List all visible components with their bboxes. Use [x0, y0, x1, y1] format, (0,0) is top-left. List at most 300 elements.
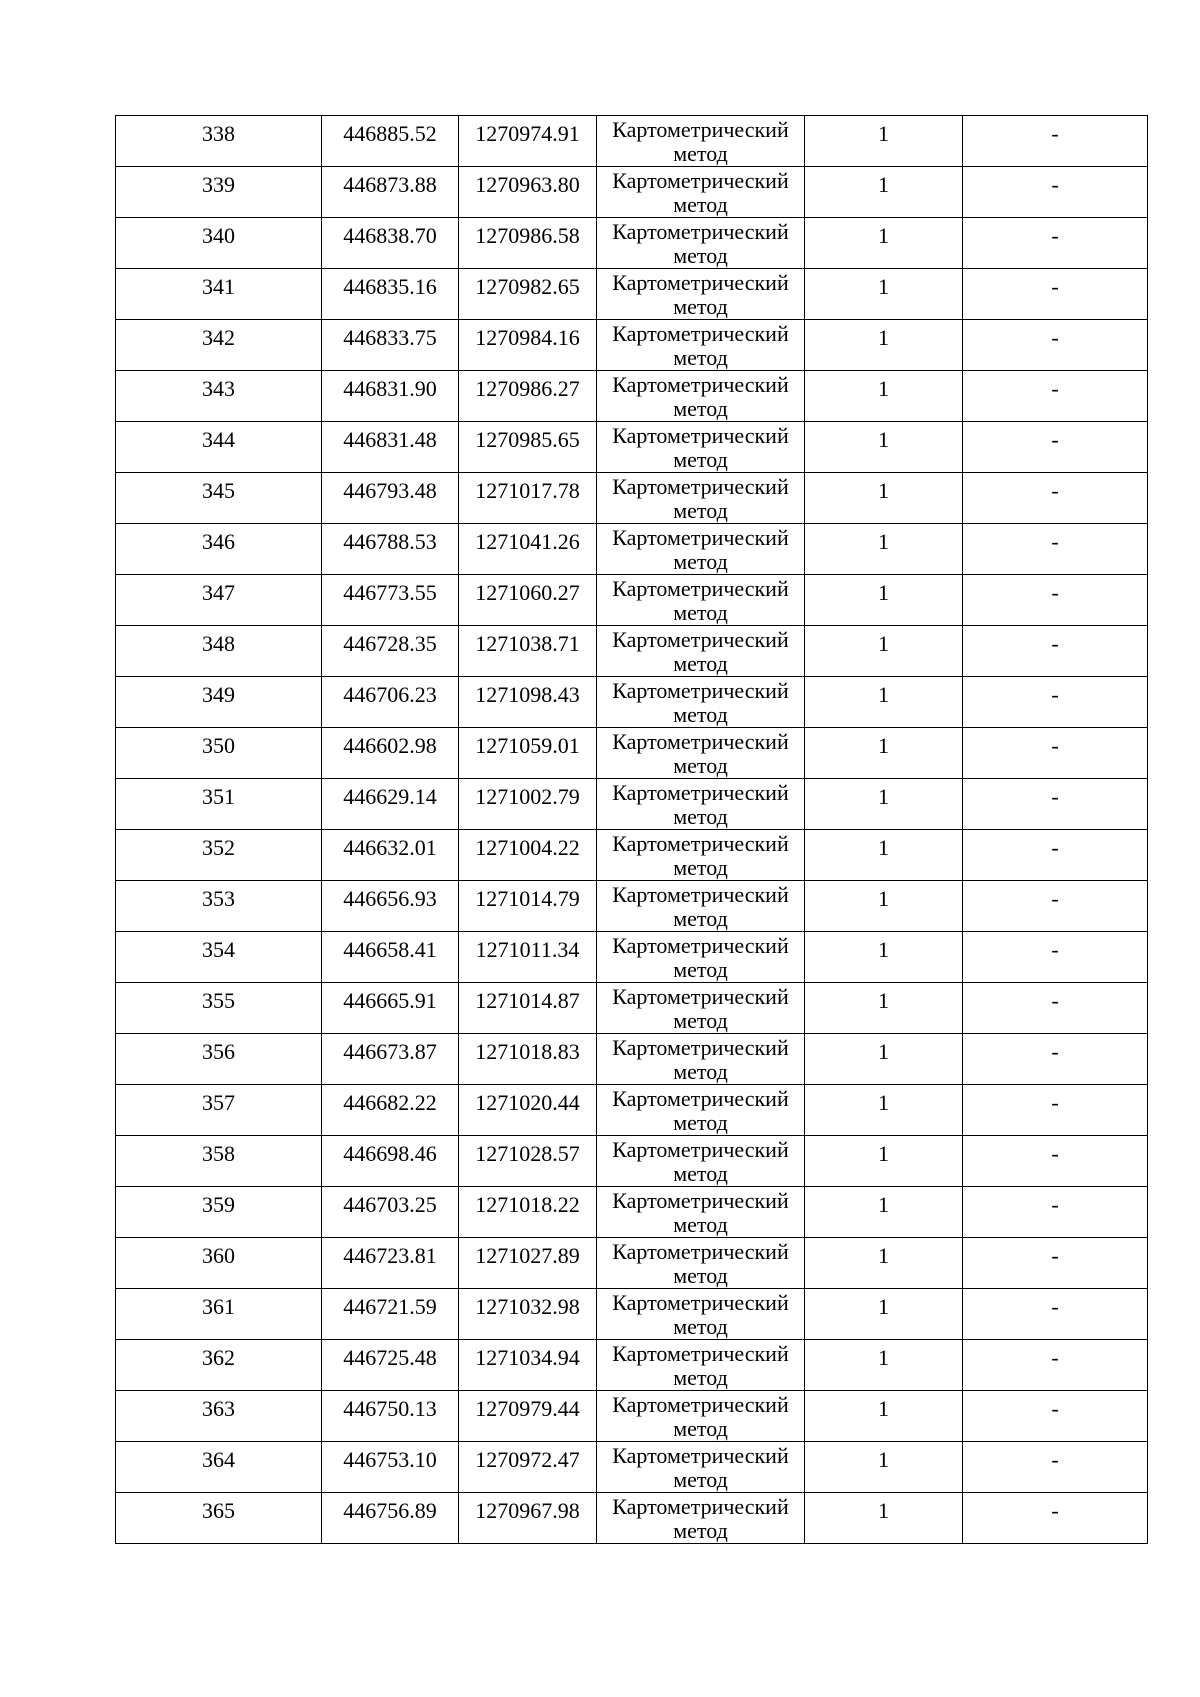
- x-coordinate-cell-text: 446728.35: [343, 631, 437, 656]
- table-row: [116, 524, 1148, 575]
- table-row: [116, 1391, 1148, 1442]
- x-coordinate-cell-text: 446673.87: [343, 1039, 437, 1064]
- note-cell: [963, 626, 1148, 677]
- y-coordinate-cell-text: 1271060.27: [475, 580, 580, 605]
- point-number-cell: [116, 1289, 322, 1340]
- accuracy-cell-text: 1: [878, 376, 889, 401]
- y-coordinate-cell: [459, 371, 597, 422]
- point-number-cell: [116, 1340, 322, 1391]
- x-coordinate-cell: [322, 1034, 459, 1085]
- method-cell-text: Картометрический метод: [612, 780, 789, 829]
- note-cell: [963, 1493, 1148, 1544]
- accuracy-cell: [805, 1340, 963, 1391]
- accuracy-cell-text: 1: [878, 121, 889, 146]
- x-coordinate-cell: [322, 830, 459, 881]
- method-cell-text: Картометрический метод: [612, 321, 789, 370]
- table-row: [116, 1289, 1148, 1340]
- y-coordinate-cell-text: 1270967.98: [475, 1498, 580, 1523]
- accuracy-cell: [805, 1085, 963, 1136]
- point-number-cell: [116, 677, 322, 728]
- x-coordinate-cell-text: 446658.41: [343, 937, 437, 962]
- y-coordinate-cell: [459, 1034, 597, 1085]
- point-number-cell-text: 345: [202, 478, 235, 503]
- table-row: [116, 473, 1148, 524]
- accuracy-cell: [805, 1136, 963, 1187]
- note-cell-text: -: [1051, 631, 1059, 656]
- accuracy-cell: [805, 524, 963, 575]
- note-cell: [963, 1289, 1148, 1340]
- y-coordinate-cell-text: 1270985.65: [475, 427, 580, 452]
- x-coordinate-cell-text: 446682.22: [343, 1090, 437, 1115]
- point-number-cell-text: 338: [202, 121, 235, 146]
- x-coordinate-cell: [322, 473, 459, 524]
- x-coordinate-cell-text: 446706.23: [343, 682, 437, 707]
- note-cell: [963, 473, 1148, 524]
- note-cell: [963, 1391, 1148, 1442]
- point-number-cell: [116, 167, 322, 218]
- table-row: [116, 1136, 1148, 1187]
- point-number-cell-text: 356: [202, 1039, 235, 1064]
- y-coordinate-cell: [459, 1289, 597, 1340]
- method-cell-text: Картометрический метод: [612, 168, 789, 217]
- accuracy-cell-text: 1: [878, 1090, 889, 1115]
- x-coordinate-cell: [322, 422, 459, 473]
- x-coordinate-cell-text: 446756.89: [343, 1498, 437, 1523]
- accuracy-cell-text: 1: [878, 478, 889, 503]
- method-cell-text: Картометрический метод: [612, 1239, 789, 1288]
- note-cell: [963, 1187, 1148, 1238]
- y-coordinate-cell: [459, 473, 597, 524]
- y-coordinate-cell-text: 1271017.78: [475, 478, 580, 503]
- y-coordinate-cell: [459, 218, 597, 269]
- method-cell-text: Картометрический метод: [612, 117, 789, 166]
- x-coordinate-cell-text: 446831.48: [343, 427, 437, 452]
- y-coordinate-cell: [459, 1493, 597, 1544]
- note-cell-text: -: [1051, 1447, 1059, 1472]
- note-cell-text: -: [1051, 682, 1059, 707]
- x-coordinate-cell: [322, 575, 459, 626]
- accuracy-cell: [805, 779, 963, 830]
- x-coordinate-cell: [322, 1289, 459, 1340]
- point-number-cell-text: 355: [202, 988, 235, 1013]
- table-row: [116, 1340, 1148, 1391]
- accuracy-cell-text: 1: [878, 1396, 889, 1421]
- point-number-cell: [116, 1442, 322, 1493]
- point-number-cell-text: 365: [202, 1498, 235, 1523]
- note-cell-text: -: [1051, 529, 1059, 554]
- point-number-cell: [116, 371, 322, 422]
- method-cell-text: Картометрический метод: [612, 372, 789, 421]
- accuracy-cell: [805, 1187, 963, 1238]
- method-cell-text: Картометрический метод: [612, 1290, 789, 1339]
- x-coordinate-cell: [322, 1136, 459, 1187]
- y-coordinate-cell-text: 1271059.01: [475, 733, 580, 758]
- y-coordinate-cell: [459, 932, 597, 983]
- table-row: [116, 932, 1148, 983]
- accuracy-cell-text: 1: [878, 1039, 889, 1064]
- note-cell: [963, 116, 1148, 167]
- x-coordinate-cell: [322, 779, 459, 830]
- accuracy-cell: [805, 218, 963, 269]
- method-cell: [597, 1493, 805, 1544]
- point-number-cell-text: 363: [202, 1396, 235, 1421]
- point-number-cell-text: 346: [202, 529, 235, 554]
- note-cell: [963, 1136, 1148, 1187]
- method-cell: [597, 728, 805, 779]
- accuracy-cell: [805, 728, 963, 779]
- point-number-cell: [116, 1238, 322, 1289]
- table-row: [116, 116, 1148, 167]
- table-row: [116, 983, 1148, 1034]
- note-cell: [963, 983, 1148, 1034]
- table-row: [116, 422, 1148, 473]
- point-number-cell: [116, 1391, 322, 1442]
- y-coordinate-cell: [459, 422, 597, 473]
- accuracy-cell: [805, 575, 963, 626]
- accuracy-cell: [805, 1034, 963, 1085]
- point-number-cell-text: 350: [202, 733, 235, 758]
- x-coordinate-cell: [322, 116, 459, 167]
- point-number-cell: [116, 320, 322, 371]
- x-coordinate-cell: [322, 1187, 459, 1238]
- method-cell: [597, 473, 805, 524]
- y-coordinate-cell: [459, 320, 597, 371]
- y-coordinate-cell-text: 1270982.65: [475, 274, 580, 299]
- accuracy-cell: [805, 320, 963, 371]
- y-coordinate-cell-text: 1271011.34: [475, 937, 580, 962]
- method-cell: [597, 371, 805, 422]
- note-cell: [963, 881, 1148, 932]
- x-coordinate-cell: [322, 1493, 459, 1544]
- table-row: [116, 1034, 1148, 1085]
- note-cell: [963, 1085, 1148, 1136]
- point-number-cell: [116, 1085, 322, 1136]
- method-cell: [597, 167, 805, 218]
- method-cell-text: Картометрический метод: [612, 984, 789, 1033]
- y-coordinate-cell: [459, 167, 597, 218]
- note-cell-text: -: [1051, 1396, 1059, 1421]
- method-cell-text: Картометрический метод: [612, 525, 789, 574]
- accuracy-cell: [805, 269, 963, 320]
- point-number-cell-text: 349: [202, 682, 235, 707]
- x-coordinate-cell-text: 446793.48: [343, 478, 437, 503]
- method-cell: [597, 1034, 805, 1085]
- y-coordinate-cell-text: 1270974.91: [475, 121, 580, 146]
- table-row: [116, 881, 1148, 932]
- x-coordinate-cell-text: 446885.52: [343, 121, 437, 146]
- point-number-cell-text: 364: [202, 1447, 235, 1472]
- y-coordinate-cell-text: 1270986.58: [475, 223, 580, 248]
- y-coordinate-cell: [459, 1085, 597, 1136]
- method-cell-text: Картометрический метод: [612, 831, 789, 880]
- accuracy-cell: [805, 677, 963, 728]
- point-number-cell-text: 354: [202, 937, 235, 962]
- x-coordinate-cell-text: 446773.55: [343, 580, 437, 605]
- accuracy-cell-text: 1: [878, 172, 889, 197]
- point-number-cell: [116, 473, 322, 524]
- note-cell-text: -: [1051, 376, 1059, 401]
- y-coordinate-cell-text: 1271038.71: [475, 631, 580, 656]
- x-coordinate-cell: [322, 626, 459, 677]
- note-cell-text: -: [1051, 784, 1059, 809]
- accuracy-cell: [805, 1442, 963, 1493]
- y-coordinate-cell-text: 1271032.98: [475, 1294, 580, 1319]
- y-coordinate-cell: [459, 779, 597, 830]
- table-row: [116, 1238, 1148, 1289]
- method-cell: [597, 575, 805, 626]
- note-cell-text: -: [1051, 121, 1059, 146]
- note-cell-text: -: [1051, 1294, 1059, 1319]
- note-cell-text: -: [1051, 427, 1059, 452]
- accuracy-cell-text: 1: [878, 1498, 889, 1523]
- x-coordinate-cell-text: 446835.16: [343, 274, 437, 299]
- point-number-cell: [116, 1493, 322, 1544]
- note-cell-text: -: [1051, 478, 1059, 503]
- method-cell: [597, 626, 805, 677]
- method-cell-text: Картометрический метод: [612, 219, 789, 268]
- method-cell: [597, 830, 805, 881]
- table-row: [116, 575, 1148, 626]
- method-cell: [597, 1442, 805, 1493]
- y-coordinate-cell: [459, 728, 597, 779]
- table-row: [116, 626, 1148, 677]
- method-cell-text: Картометрический метод: [612, 627, 789, 676]
- accuracy-cell: [805, 881, 963, 932]
- point-number-cell-text: 339: [202, 172, 235, 197]
- y-coordinate-cell-text: 1271098.43: [475, 682, 580, 707]
- coordinates-table: [115, 115, 1148, 1544]
- point-number-cell-text: 359: [202, 1192, 235, 1217]
- x-coordinate-cell: [322, 320, 459, 371]
- note-cell: [963, 830, 1148, 881]
- x-coordinate-cell-text: 446703.25: [343, 1192, 437, 1217]
- note-cell-text: -: [1051, 172, 1059, 197]
- point-number-cell-text: 343: [202, 376, 235, 401]
- x-coordinate-cell-text: 446665.91: [343, 988, 437, 1013]
- accuracy-cell-text: 1: [878, 529, 889, 554]
- point-number-cell-text: 344: [202, 427, 235, 452]
- accuracy-cell-text: 1: [878, 325, 889, 350]
- y-coordinate-cell: [459, 677, 597, 728]
- accuracy-cell-text: 1: [878, 886, 889, 911]
- point-number-cell: [116, 524, 322, 575]
- table-row: [116, 1187, 1148, 1238]
- point-number-cell-text: 341: [202, 274, 235, 299]
- note-cell: [963, 1442, 1148, 1493]
- note-cell-text: -: [1051, 1090, 1059, 1115]
- x-coordinate-cell-text: 446721.59: [343, 1294, 437, 1319]
- x-coordinate-cell: [322, 932, 459, 983]
- note-cell: [963, 371, 1148, 422]
- method-cell-text: Картометрический метод: [612, 933, 789, 982]
- accuracy-cell: [805, 983, 963, 1034]
- note-cell: [963, 524, 1148, 575]
- accuracy-cell-text: 1: [878, 784, 889, 809]
- note-cell-text: -: [1051, 274, 1059, 299]
- note-cell: [963, 1238, 1148, 1289]
- x-coordinate-cell-text: 446833.75: [343, 325, 437, 350]
- point-number-cell-text: 351: [202, 784, 235, 809]
- x-coordinate-cell-text: 446629.14: [343, 784, 437, 809]
- table-row: [116, 728, 1148, 779]
- accuracy-cell-text: 1: [878, 580, 889, 605]
- y-coordinate-cell-text: 1271020.44: [475, 1090, 580, 1115]
- accuracy-cell: [805, 1238, 963, 1289]
- x-coordinate-cell: [322, 1391, 459, 1442]
- y-coordinate-cell-text: 1271014.79: [475, 886, 580, 911]
- accuracy-cell: [805, 1493, 963, 1544]
- method-cell-text: Картометрический метод: [612, 678, 789, 727]
- point-number-cell: [116, 983, 322, 1034]
- method-cell: [597, 983, 805, 1034]
- accuracy-cell-text: 1: [878, 1243, 889, 1268]
- x-coordinate-cell: [322, 1442, 459, 1493]
- y-coordinate-cell: [459, 830, 597, 881]
- point-number-cell-text: 360: [202, 1243, 235, 1268]
- y-coordinate-cell-text: 1271034.94: [475, 1345, 580, 1370]
- note-cell: [963, 320, 1148, 371]
- x-coordinate-cell: [322, 1340, 459, 1391]
- x-coordinate-cell-text: 446632.01: [343, 835, 437, 860]
- accuracy-cell-text: 1: [878, 274, 889, 299]
- point-number-cell-text: 353: [202, 886, 235, 911]
- x-coordinate-cell-text: 446838.70: [343, 223, 437, 248]
- y-coordinate-cell: [459, 575, 597, 626]
- x-coordinate-cell: [322, 881, 459, 932]
- method-cell-text: Картометрический метод: [612, 729, 789, 778]
- x-coordinate-cell-text: 446750.13: [343, 1396, 437, 1421]
- accuracy-cell: [805, 422, 963, 473]
- accuracy-cell: [805, 371, 963, 422]
- method-cell: [597, 1340, 805, 1391]
- table-row: [116, 320, 1148, 371]
- note-cell-text: -: [1051, 1141, 1059, 1166]
- accuracy-cell-text: 1: [878, 1141, 889, 1166]
- method-cell-text: Картометрический метод: [612, 423, 789, 472]
- point-number-cell-text: 361: [202, 1294, 235, 1319]
- note-cell: [963, 218, 1148, 269]
- accuracy-cell: [805, 932, 963, 983]
- y-coordinate-cell: [459, 881, 597, 932]
- accuracy-cell: [805, 1391, 963, 1442]
- y-coordinate-cell-text: 1271018.83: [475, 1039, 580, 1064]
- y-coordinate-cell: [459, 1187, 597, 1238]
- note-cell-text: -: [1051, 580, 1059, 605]
- accuracy-cell-text: 1: [878, 1192, 889, 1217]
- note-cell-text: -: [1051, 1039, 1059, 1064]
- accuracy-cell-text: 1: [878, 631, 889, 656]
- method-cell-text: Картометрический метод: [612, 1035, 789, 1084]
- x-coordinate-cell: [322, 218, 459, 269]
- accuracy-cell-text: 1: [878, 988, 889, 1013]
- y-coordinate-cell: [459, 626, 597, 677]
- method-cell-text: Картометрический метод: [612, 1341, 789, 1390]
- method-cell: [597, 1085, 805, 1136]
- method-cell: [597, 1289, 805, 1340]
- accuracy-cell: [805, 167, 963, 218]
- point-number-cell: [116, 1034, 322, 1085]
- table-row: [116, 1493, 1148, 1544]
- x-coordinate-cell: [322, 167, 459, 218]
- x-coordinate-cell-text: 446788.53: [343, 529, 437, 554]
- point-number-cell: [116, 728, 322, 779]
- note-cell: [963, 677, 1148, 728]
- note-cell: [963, 1034, 1148, 1085]
- point-number-cell: [116, 575, 322, 626]
- y-coordinate-cell-text: 1271004.22: [475, 835, 580, 860]
- method-cell: [597, 677, 805, 728]
- method-cell-text: Картометрический метод: [612, 1137, 789, 1186]
- point-number-cell: [116, 218, 322, 269]
- note-cell-text: -: [1051, 988, 1059, 1013]
- x-coordinate-cell: [322, 983, 459, 1034]
- note-cell-text: -: [1051, 1192, 1059, 1217]
- x-coordinate-cell: [322, 371, 459, 422]
- y-coordinate-cell: [459, 983, 597, 1034]
- method-cell: [597, 116, 805, 167]
- y-coordinate-cell-text: 1271014.87: [475, 988, 580, 1013]
- y-coordinate-cell-text: 1271027.89: [475, 1243, 580, 1268]
- point-number-cell: [116, 779, 322, 830]
- method-cell-text: Картометрический метод: [612, 1494, 789, 1543]
- accuracy-cell: [805, 1289, 963, 1340]
- y-coordinate-cell: [459, 1340, 597, 1391]
- note-cell-text: -: [1051, 1243, 1059, 1268]
- y-coordinate-cell: [459, 1442, 597, 1493]
- point-number-cell-text: 342: [202, 325, 235, 350]
- accuracy-cell-text: 1: [878, 733, 889, 758]
- method-cell: [597, 422, 805, 473]
- point-number-cell-text: 340: [202, 223, 235, 248]
- y-coordinate-cell: [459, 1238, 597, 1289]
- point-number-cell-text: 357: [202, 1090, 235, 1115]
- y-coordinate-cell-text: 1271041.26: [475, 529, 580, 554]
- accuracy-cell: [805, 116, 963, 167]
- table-row: [116, 677, 1148, 728]
- y-coordinate-cell: [459, 1136, 597, 1187]
- x-coordinate-cell-text: 446873.88: [343, 172, 437, 197]
- point-number-cell: [116, 269, 322, 320]
- y-coordinate-cell-text: 1271028.57: [475, 1141, 580, 1166]
- point-number-cell: [116, 1187, 322, 1238]
- note-cell: [963, 422, 1148, 473]
- note-cell-text: -: [1051, 937, 1059, 962]
- y-coordinate-cell-text: 1270963.80: [475, 172, 580, 197]
- x-coordinate-cell: [322, 1085, 459, 1136]
- note-cell: [963, 167, 1148, 218]
- point-number-cell-text: 358: [202, 1141, 235, 1166]
- point-number-cell: [116, 932, 322, 983]
- accuracy-cell: [805, 830, 963, 881]
- accuracy-cell-text: 1: [878, 1294, 889, 1319]
- method-cell: [597, 932, 805, 983]
- method-cell-text: Картометрический метод: [612, 1443, 789, 1492]
- x-coordinate-cell: [322, 269, 459, 320]
- accuracy-cell-text: 1: [878, 937, 889, 962]
- table-row: [116, 167, 1148, 218]
- accuracy-cell-text: 1: [878, 682, 889, 707]
- accuracy-cell: [805, 626, 963, 677]
- x-coordinate-cell-text: 446723.81: [343, 1243, 437, 1268]
- x-coordinate-cell: [322, 1238, 459, 1289]
- x-coordinate-cell-text: 446698.46: [343, 1141, 437, 1166]
- method-cell: [597, 320, 805, 371]
- method-cell: [597, 881, 805, 932]
- y-coordinate-cell: [459, 116, 597, 167]
- x-coordinate-cell: [322, 677, 459, 728]
- point-number-cell: [116, 1136, 322, 1187]
- y-coordinate-cell: [459, 1391, 597, 1442]
